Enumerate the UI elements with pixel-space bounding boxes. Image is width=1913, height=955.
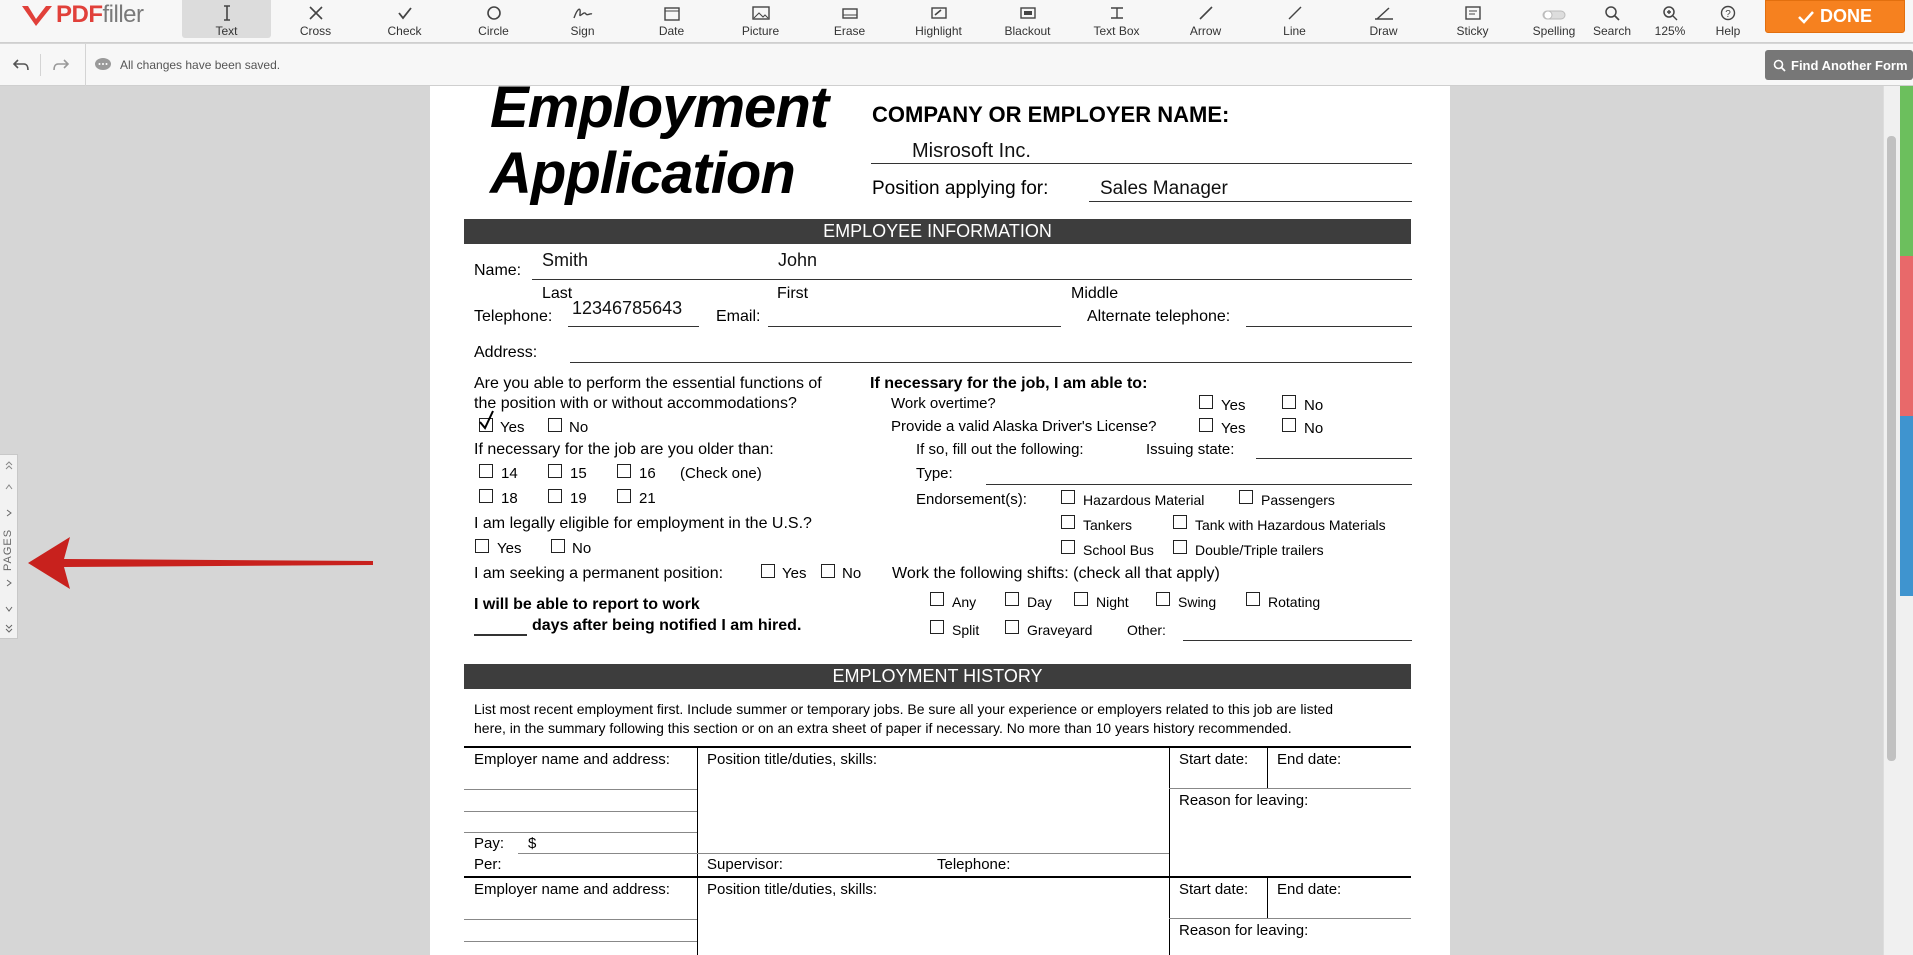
right-tool-group	[1525, 0, 1757, 43]
tool-spelling[interactable]: Spelling	[1525, 0, 1583, 38]
first-page-button[interactable]	[3, 459, 15, 471]
tool-check[interactable]: Check	[360, 0, 449, 38]
expand-pages-button[interactable]	[3, 577, 15, 589]
table-top-rule	[464, 746, 1411, 748]
license-no-checkbox[interactable]	[1282, 418, 1296, 432]
dates-divider	[1169, 788, 1411, 789]
checkmark-icon	[478, 409, 496, 431]
text-cursor-icon	[219, 5, 235, 21]
supervisor-telephone-label: Telephone:	[937, 856, 1011, 873]
undo-button[interactable]	[10, 54, 32, 76]
table-col-divider	[1267, 747, 1268, 788]
shift-night-label: Night	[1096, 594, 1129, 610]
zoom-icon	[1662, 5, 1678, 21]
permanent-yes-checkbox[interactable]	[761, 564, 775, 578]
chevron-right-icon	[4, 578, 14, 588]
endorse-passengers-checkbox[interactable]	[1239, 490, 1253, 504]
license-yes-label: Yes	[1221, 420, 1246, 437]
pay-dollar: $	[528, 835, 537, 852]
report-question-line1: I will be able to report to work	[474, 596, 700, 613]
permanent-question: I am seeking a permanent position:	[474, 565, 724, 582]
shift-any-label: Any	[952, 594, 977, 610]
tool-line[interactable]: Line	[1250, 0, 1339, 38]
license-no-label: No	[1304, 420, 1324, 437]
issuing-state-label: Issuing state:	[1146, 441, 1235, 458]
arrow-icon	[1198, 5, 1214, 21]
document-page	[430, 86, 1450, 955]
middle-caption: Middle	[1071, 285, 1119, 302]
pdffiller-logo	[20, 0, 144, 30]
endorse-tank-hazmat-checkbox[interactable]	[1173, 515, 1187, 529]
endorse-tankers-checkbox[interactable]	[1061, 515, 1075, 529]
company-underline	[871, 163, 1412, 164]
tool-sign[interactable]: Sign	[538, 0, 627, 38]
redo-button[interactable]	[50, 54, 72, 76]
position-duties-label: Position title/duties, skills:	[707, 751, 878, 768]
essential-question-line1: Are you able to perform the essential functions of	[474, 375, 822, 392]
employer-line[interactable]	[464, 789, 697, 790]
shift-swing-checkbox[interactable]	[1156, 592, 1170, 606]
next-page-button[interactable]	[3, 603, 15, 615]
company-label: COMPANY OR EMPLOYER NAME:	[872, 102, 1230, 127]
position-field[interactable]: Sales Manager	[1100, 178, 1228, 199]
circle-icon	[486, 5, 502, 21]
overtime-question: Work overtime?	[891, 395, 996, 412]
reason-leaving-label: Reason for leaving:	[1179, 792, 1309, 809]
form-title-line2: Application	[490, 141, 795, 206]
tool-cross[interactable]: Cross	[271, 0, 360, 38]
cross-icon	[308, 5, 324, 21]
address-field[interactable]	[570, 362, 1412, 363]
age-21-label: 21	[639, 490, 656, 507]
endorse-double-triple-checkbox[interactable]	[1173, 540, 1187, 554]
eligible-question: I am legally eligible for employment in the U.S.?	[474, 515, 812, 532]
email-field[interactable]	[768, 326, 1061, 327]
essential-yes-label: Yes	[500, 419, 525, 436]
double-chevron-down-icon	[4, 624, 14, 634]
signature-icon	[572, 5, 594, 21]
telephone-underline	[568, 326, 699, 327]
name-label: Name:	[474, 262, 522, 279]
tool-circle[interactable]: Circle	[449, 0, 538, 38]
shift-graveyard-checkbox[interactable]	[1005, 620, 1019, 634]
help-icon	[1720, 5, 1736, 21]
shift-day-checkbox[interactable]	[1005, 592, 1019, 606]
employer-name-label: Employer name and address:	[474, 881, 670, 898]
last-name-field[interactable]: Smith	[542, 250, 589, 270]
essential-question-line2: the position with or without accommodations?	[474, 395, 797, 412]
sticky-note-icon	[1463, 5, 1483, 21]
tool-help[interactable]: ? Help	[1699, 0, 1757, 38]
section-employment-history: EMPLOYMENT HISTORY	[464, 664, 1411, 689]
double-chevron-up-icon	[4, 460, 14, 470]
red-arrow-annotation-icon	[28, 537, 378, 589]
logo-text: PDFfiller	[56, 1, 144, 28]
endorse-school-bus-checkbox[interactable]	[1061, 540, 1075, 554]
endorse-hazmat-label: Hazardous Material	[1083, 492, 1205, 508]
report-days-field[interactable]	[474, 634, 527, 636]
highlighter-icon	[929, 5, 949, 21]
history-note-line1: List most recent employment first. Include summer or temporary jobs. Be sure all your experience or employers related to this job are listed	[474, 701, 1334, 717]
textbox-icon	[1107, 5, 1127, 21]
position-duties-label: Position title/duties, skills:	[707, 881, 878, 898]
search-icon	[1604, 5, 1620, 21]
shift-rotating-checkbox[interactable]	[1246, 592, 1260, 606]
expand-pages-button[interactable]	[3, 507, 15, 519]
shift-any-checkbox[interactable]	[930, 592, 944, 606]
permanent-yes-label: Yes	[782, 565, 807, 582]
dates-divider	[1169, 918, 1411, 919]
done-button[interactable]: DONE	[1765, 0, 1905, 33]
tool-erase[interactable]: Erase	[805, 0, 894, 38]
pen-icon	[1373, 5, 1395, 21]
tool-arrow[interactable]: Arrow	[1161, 0, 1250, 38]
eligible-yes-checkbox[interactable]	[475, 539, 489, 553]
age-16-label: 16	[639, 465, 656, 482]
shift-night-checkbox[interactable]	[1074, 592, 1088, 606]
shifts-question: Work the following shifts: (check all that apply)	[892, 565, 1220, 582]
tool-date[interactable]: Date	[627, 0, 716, 38]
previous-page-button[interactable]	[3, 481, 15, 493]
endorsements-label: Endorsement(s):	[916, 491, 1027, 508]
age-18-label: 18	[501, 490, 518, 507]
tool-highlight[interactable]: Highlight	[894, 0, 983, 38]
supervisor-label: Supervisor:	[707, 856, 783, 873]
svg-text:?: ?	[1725, 9, 1731, 20]
telephone-label: Telephone:	[474, 308, 553, 325]
shift-rotating-label: Rotating	[1268, 594, 1321, 610]
report-question-line2: days after being notified I am hired.	[532, 617, 802, 634]
eraser-icon	[840, 5, 860, 21]
check-icon	[1798, 10, 1814, 24]
table-col-divider	[1267, 877, 1268, 918]
endorse-school-bus-label: School Bus	[1083, 542, 1154, 558]
table-rule	[464, 876, 1411, 878]
side-color-strip	[1900, 86, 1913, 955]
age-18-checkbox[interactable]	[479, 489, 493, 503]
email-label: Email:	[716, 308, 761, 325]
tool-group	[182, 0, 1517, 43]
employer-line[interactable]	[464, 919, 697, 920]
employer-line[interactable]	[464, 941, 697, 942]
eligible-no-checkbox[interactable]	[551, 539, 565, 553]
eligible-no-label: No	[572, 540, 592, 557]
alternate-telephone-label: Alternate telephone:	[1087, 308, 1231, 325]
permanent-no-label: No	[842, 565, 862, 582]
employer-name-label: Employer name and address:	[474, 751, 670, 768]
essential-no-label: No	[569, 419, 589, 436]
age-21-checkbox[interactable]	[617, 489, 631, 503]
reason-leaving-label: Reason for leaving:	[1179, 922, 1309, 939]
picture-icon	[751, 5, 771, 21]
overtime-yes-checkbox[interactable]	[1199, 395, 1213, 409]
logo-check-icon	[20, 2, 54, 28]
permanent-no-checkbox[interactable]	[821, 564, 835, 578]
essential-no-checkbox[interactable]	[548, 418, 562, 432]
redo-icon	[52, 58, 70, 72]
telephone-field[interactable]: 12346785643	[572, 298, 683, 318]
toggle-icon	[1542, 9, 1566, 21]
last-page-button[interactable]	[3, 623, 15, 635]
tool-draw[interactable]: Draw	[1339, 0, 1428, 38]
shift-split-checkbox[interactable]	[930, 620, 944, 634]
age-15-checkbox[interactable]	[548, 464, 562, 478]
per-label: Per:	[474, 856, 502, 873]
age-14-checkbox[interactable]	[479, 464, 493, 478]
last-caption: Last	[542, 285, 573, 302]
overtime-no-label: No	[1304, 397, 1324, 414]
check-icon	[397, 5, 413, 21]
find-another-form-button[interactable]: Find Another Form	[1765, 50, 1913, 80]
age-15-label: 15	[570, 465, 587, 482]
type-field[interactable]	[986, 484, 1412, 485]
table-col-divider	[697, 747, 698, 955]
tool-text[interactable]: Text	[182, 0, 271, 38]
end-date-label: End date:	[1277, 881, 1342, 898]
license-yes-checkbox[interactable]	[1199, 418, 1213, 432]
address-label: Address:	[474, 344, 538, 361]
employer-line[interactable]	[464, 811, 697, 812]
age-16-checkbox[interactable]	[617, 464, 631, 478]
age-14-label: 14	[501, 465, 518, 482]
tool-textbox[interactable]: Text Box	[1072, 0, 1161, 38]
first-name-field[interactable]: John	[778, 250, 818, 270]
tool-picture[interactable]: Picture	[716, 0, 805, 38]
license-question: Provide a valid Alaska Driver's License?	[891, 418, 1157, 435]
eligible-yes-label: Yes	[497, 540, 522, 557]
start-date-label: Start date:	[1179, 751, 1249, 768]
vertical-scrollbar[interactable]	[1883, 86, 1900, 955]
search-icon	[1773, 59, 1786, 72]
save-status: All changes have been saved.	[94, 57, 280, 73]
line-icon	[1287, 5, 1303, 21]
undo-icon	[12, 58, 30, 72]
blackout-icon	[1018, 5, 1038, 21]
first-caption: First	[777, 285, 809, 302]
pay-label: Pay:	[474, 835, 505, 852]
chevron-right-icon	[4, 508, 14, 518]
divider	[40, 54, 41, 76]
employer-line[interactable]	[464, 832, 697, 833]
other-shift-label: Other:	[1127, 622, 1166, 638]
pages-rail	[0, 454, 18, 639]
position-divider	[697, 853, 1169, 854]
type-label: Type:	[916, 465, 953, 482]
age-19-checkbox[interactable]	[548, 489, 562, 503]
table-col-divider	[1169, 747, 1170, 955]
scrollbar-thumb[interactable]	[1887, 136, 1896, 761]
overtime-yes-label: Yes	[1221, 397, 1246, 414]
older-question: If necessary for the job are you older than:	[474, 441, 774, 458]
shift-swing-label: Swing	[1178, 594, 1217, 610]
tool-zoom[interactable]: 125%	[1641, 0, 1699, 38]
pages-label[interactable]: PAGES	[2, 528, 14, 571]
main-toolbar	[0, 0, 1913, 43]
other-shift-field[interactable]	[1183, 640, 1412, 641]
pay-field[interactable]	[518, 853, 697, 854]
issuing-state-field[interactable]	[1256, 458, 1412, 459]
tool-sticky[interactable]: Sticky	[1428, 0, 1517, 38]
able-to-heading: If necessary for the job, I am able to:	[870, 375, 1148, 392]
alternate-telephone-field[interactable]	[1246, 326, 1412, 327]
endorse-hazmat-checkbox[interactable]	[1061, 490, 1075, 504]
endorse-passengers-label: Passengers	[1261, 492, 1335, 508]
divider	[85, 44, 86, 86]
shift-split-label: Split	[952, 622, 980, 638]
chevron-down-icon	[4, 604, 14, 614]
check-one-note: (Check one)	[680, 465, 762, 482]
endorse-tank-hazmat-label: Tank with Hazardous Materials	[1195, 517, 1386, 533]
history-note-line2: here, in the summary following this section or on an extra sheet of paper if necessary. No more than 10 years history recommended.	[474, 720, 1292, 736]
position-underline	[1089, 201, 1412, 202]
tool-search[interactable]: Search	[1583, 0, 1641, 38]
calendar-icon	[663, 5, 681, 21]
age-19-label: 19	[570, 490, 587, 507]
overtime-no-checkbox[interactable]	[1282, 395, 1296, 409]
comment-icon	[94, 57, 112, 73]
start-date-label: Start date:	[1179, 881, 1249, 898]
if-so-label: If so, fill out the following:	[916, 441, 1084, 458]
status-bar	[0, 44, 1913, 86]
end-date-label: End date:	[1277, 751, 1342, 768]
company-name-field[interactable]: Misrosoft Inc.	[912, 140, 1031, 162]
name-underline	[532, 279, 1412, 280]
endorse-double-triple-label: Double/Triple trailers	[1195, 542, 1324, 558]
chevron-up-icon	[4, 482, 14, 492]
tool-blackout[interactable]: Blackout	[983, 0, 1072, 38]
endorse-tankers-label: Tankers	[1083, 517, 1133, 533]
position-label: Position applying for:	[872, 178, 1049, 199]
shift-graveyard-label: Graveyard	[1027, 622, 1093, 638]
section-employee-information: EMPLOYEE INFORMATION	[464, 219, 1411, 244]
form-title-line1: Employment	[490, 86, 829, 140]
shift-day-label: Day	[1027, 594, 1052, 610]
